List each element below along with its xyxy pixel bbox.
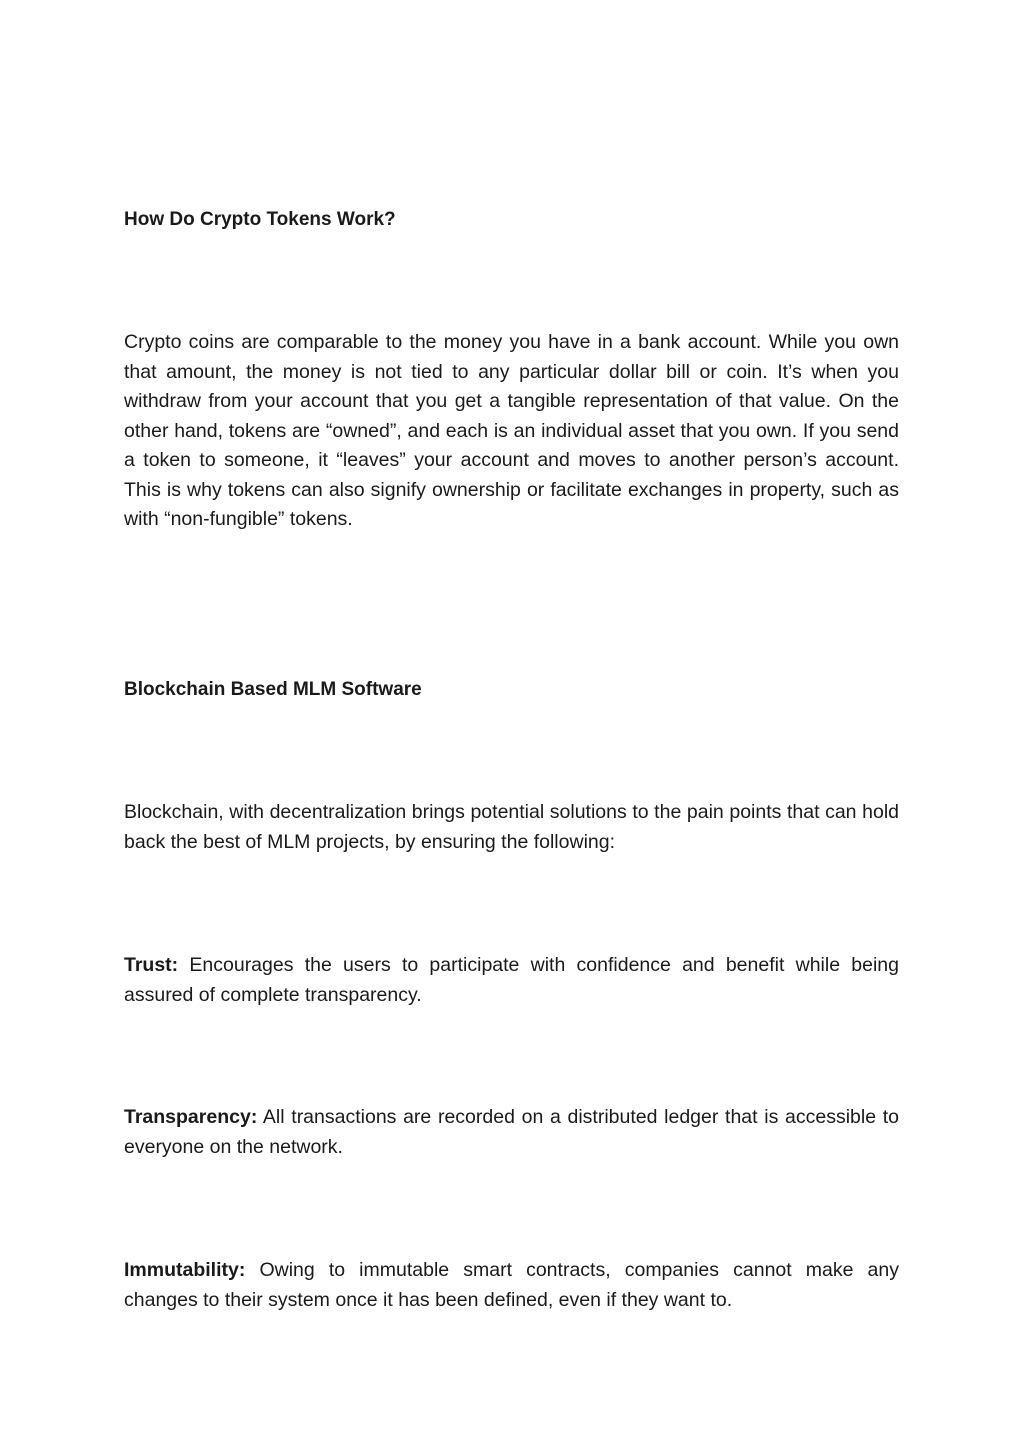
point-term: Trust: xyxy=(124,954,179,976)
point-transparency xyxy=(124,1103,899,1162)
point-term: Immutability: xyxy=(124,1259,246,1281)
point-text: All transactions are recorded on a distributed ledger that is accessible to everyone on the network. xyxy=(124,1106,899,1158)
point-immutability xyxy=(124,1256,899,1315)
point-trust xyxy=(124,951,899,1010)
point-term: Transparency: xyxy=(124,1106,258,1128)
section-heading-crypto-tokens: How Do Crypto Tokens Work? xyxy=(124,209,396,230)
document-page xyxy=(124,0,899,1447)
paragraph-crypto-tokens: Crypto coins are comparable to the money you have in a bank account. While you own that amount, the money is not tied to any particular dollar bill or coin. It’s when you withdraw from your account that you get a tangible representation of that value. On the other hand, tokens are “owned”, and each is an individual asset that you own. If you send a token to someone, it “leaves” your account and moves to another person’s account. This is why tokens can also signify ownership or facilitate exchanges in property, such as with “non-fungible” tokens. xyxy=(124,331,899,530)
point-text: Encourages the users to participate with confidence and benefit while being assured of complete transparency. xyxy=(124,954,899,1006)
point-text: Owing to immutable smart contracts, companies cannot make any changes to their system once it has been defined, even if they want to. xyxy=(124,1259,899,1311)
section-heading-blockchain-mlm: Blockchain Based MLM Software xyxy=(124,679,422,700)
paragraph-blockchain-intro: Blockchain, with decentralization brings potential solutions to the pain points that can hold back the best of MLM projects, by ensuring the following: xyxy=(124,801,899,853)
